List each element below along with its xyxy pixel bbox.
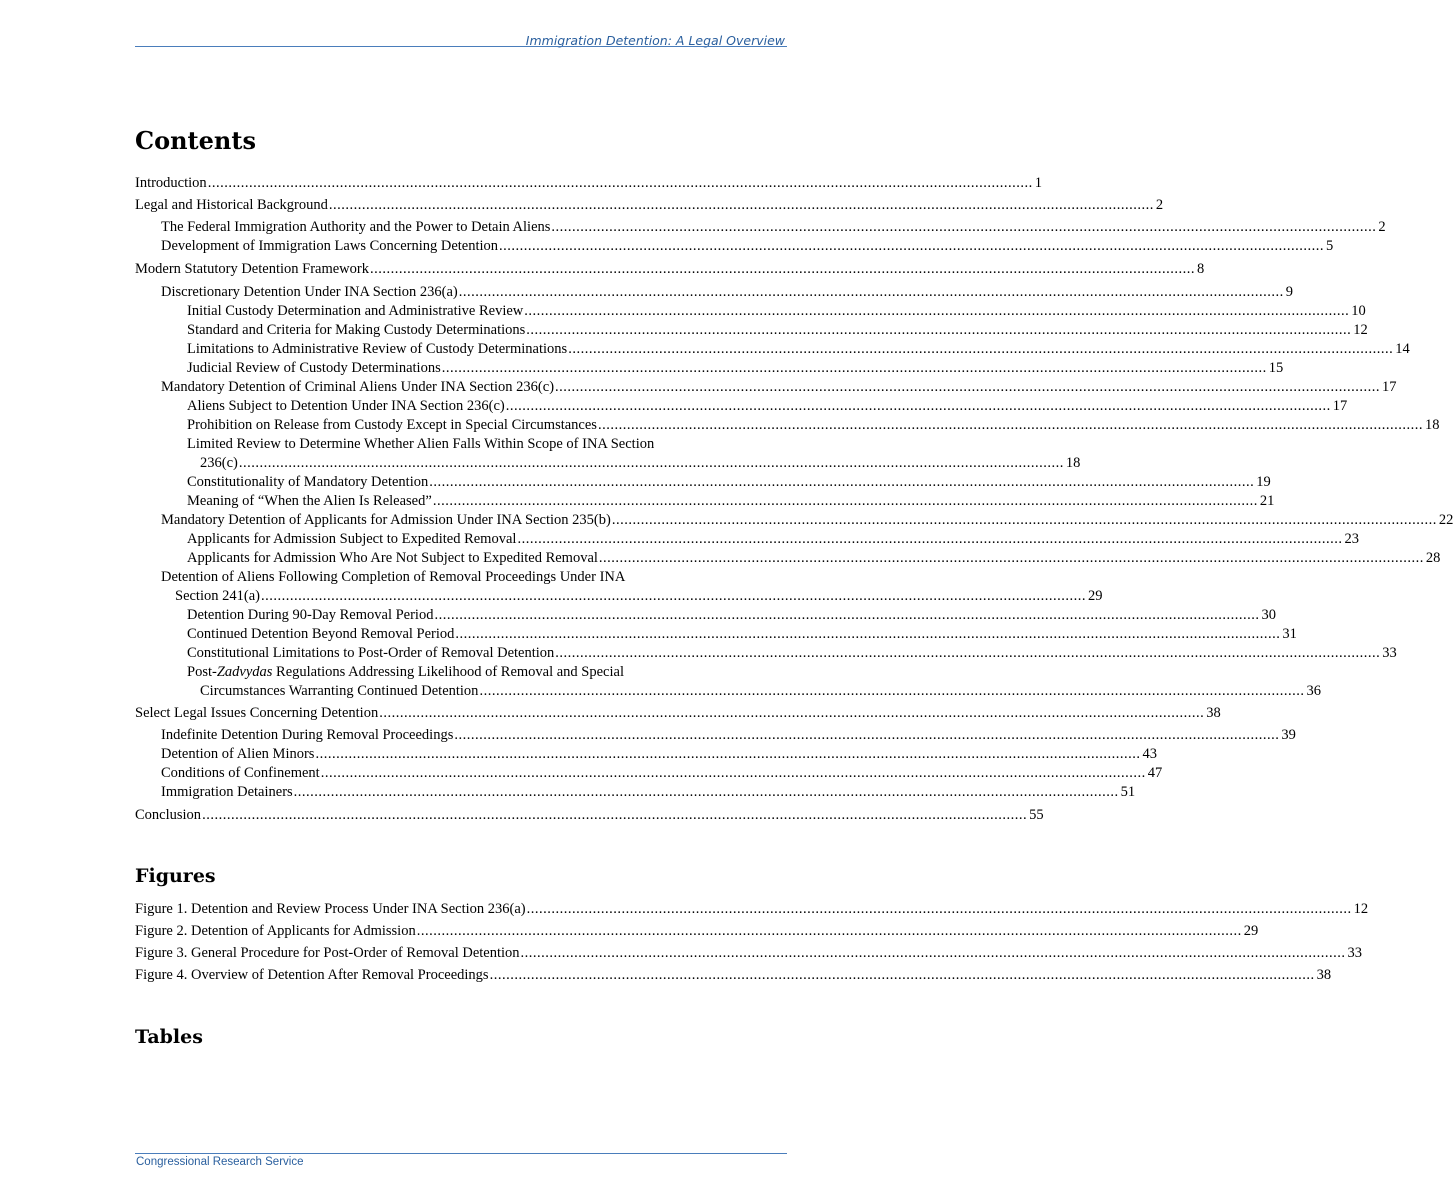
toc-entry-constitutional-limitations[interactable]: Constitutional Limitations to Post-Order of Removal Detention ........................................................................................................................................................................................................ 33 [187,645,1397,661]
toc-entry-constitutionality-mandatory-detention[interactable]: Constitutionality of Mandatory Detention ........................................................................................................................................................................................................ 19 [187,474,1271,490]
toc-entry-limited-review-line1[interactable]: Limited Review to Determine Whether Alien Falls Within Scope of INA Section [187,436,655,452]
toc-entry-conditions-of-confinement[interactable]: Conditions of Confinement ........................................................................................................................................................................................................ 47 [161,765,1163,781]
toc-entry-indefinite-detention[interactable]: Indefinite Detention During Removal Proceedings ........................................................................................................................................................................................................ 39 [161,727,1296,743]
footer-publisher: Congressional Research Service [136,1156,304,1168]
toc-entry-introduction[interactable]: Introduction ........................................................................................................................................................................................................ 1 [135,175,1042,191]
running-header-title: Immigration Detention: A Legal Overview [525,33,785,48]
toc-entry-post-zadvydas[interactable]: Circumstances Warranting Continued Detention ........................................................................................................................................................................................................ 36 [200,683,1321,699]
toc-entry-detention-following-removal-line1[interactable]: Detention of Aliens Following Completion of Removal Proceedings Under INA [161,569,626,585]
figure-entry-3[interactable]: Figure 3. General Procedure for Post-Order of Removal Detention ........................................................................................................................................................................................................ 33 [135,945,1363,961]
toc-entry-select-legal-issues[interactable]: Select Legal Issues Concerning Detention ........................................................................................................................................................................................................ 38 [135,705,1221,721]
toc-entry-90-day-removal-period[interactable]: Detention During 90-Day Removal Period ........................................................................................................................................................................................................ 30 [187,607,1276,623]
footer-rule [135,1153,787,1154]
toc-entry-judicial-review[interactable]: Judicial Review of Custody Determinations ........................................................................................................................................................................................................ 15 [187,360,1284,376]
toc-entry-limited-review[interactable]: 236(c) ........................................................................................................................................................................................................ 18 [200,455,1081,471]
toc-entry-aliens-subject-to-detention[interactable]: Aliens Subject to Detention Under INA Section 236(c) ........................................................................................................................................................................................................ 17 [187,398,1348,414]
toc-entry-standard-and-criteria[interactable]: Standard and Criteria for Making Custody Determinations ........................................................................................................................................................................................................ 12 [187,322,1368,338]
toc-entry-federal-immigration-authority[interactable]: The Federal Immigration Authority and the Power to Detain Aliens ........................................................................................................................................................................................................ 2 [161,219,1386,235]
toc-entry-mandatory-detention-applicants[interactable]: Mandatory Detention of Applicants for Admission Under INA Section 235(b) ........................................................................................................................................................................................................ 22 [161,512,1453,528]
figure-entry-1[interactable]: Figure 1. Detention and Review Process Under INA Section 236(a) ........................................................................................................................................................................................................ 12 [135,901,1369,917]
toc-entry-detention-following-removal[interactable]: Section 241(a) ........................................................................................................................................................................................................ 29 [175,588,1103,604]
tables-heading: Tables [135,1026,203,1048]
figure-entry-2[interactable]: Figure 2. Detention of Applicants for Admission ........................................................................................................................................................................................................ 29 [135,923,1259,939]
toc-entry-immigration-detainers[interactable]: Immigration Detainers ........................................................................................................................................................................................................ 51 [161,784,1136,800]
toc-entry-applicants-not-expedited[interactable]: Applicants for Admission Who Are Not Subject to Expedited Removal ........................................................................................................................................................................................................ 28 [187,550,1441,566]
toc-entry-conclusion[interactable]: Conclusion ........................................................................................................................................................................................................ 55 [135,807,1044,823]
toc-entry-modern-statutory-framework[interactable]: Modern Statutory Detention Framework ........................................................................................................................................................................................................ 8 [135,261,1205,277]
toc-entry-mandatory-detention-criminal-aliens[interactable]: Mandatory Detention of Criminal Aliens Under INA Section 236(c) ........................................................................................................................................................................................................ 17 [161,379,1397,395]
toc-entry-prohibition-on-release[interactable]: Prohibition on Release from Custody Except in Special Circumstances ........................................................................................................................................................................................................ 18 [187,417,1440,433]
toc-entry-development-of-immigration-laws[interactable]: Development of Immigration Laws Concerning Detention ........................................................................................................................................................................................................ 5 [161,238,1334,254]
toc-entry-applicants-expedited-removal[interactable]: Applicants for Admission Subject to Expedited Removal ........................................................................................................................................................................................................ 23 [187,531,1359,547]
toc-entry-when-alien-is-released[interactable]: Meaning of “When the Alien Is Released” ........................................................................................................................................................................................................ 21 [187,493,1275,509]
figure-entry-4[interactable]: Figure 4. Overview of Detention After Removal Proceedings ........................................................................................................................................................................................................ 38 [135,967,1332,983]
toc-entry-initial-custody-determination[interactable]: Initial Custody Determination and Administrative Review ........................................................................................................................................................................................................ 10 [187,303,1366,319]
toc-entry-continued-detention[interactable]: Continued Detention Beyond Removal Period ........................................................................................................................................................................................................ 31 [187,626,1297,642]
toc-entry-limitations-administrative-review[interactable]: Limitations to Administrative Review of Custody Determinations ........................................................................................................................................................................................................ 14 [187,341,1410,357]
toc-entry-legal-historical-background[interactable]: Legal and Historical Background ........................................................................................................................................................................................................ 2 [135,197,1164,213]
figures-heading: Figures [135,865,216,887]
toc-entry-alien-minors[interactable]: Detention of Alien Minors ........................................................................................................................................................................................................ 43 [161,746,1157,762]
toc-entry-post-zadvydas-line1[interactable]: Post-Zadvydas Regulations Addressing Likelihood of Removal and Special [187,664,624,680]
toc-entry-discretionary-detention[interactable]: Discretionary Detention Under INA Section 236(a) ........................................................................................................................................................................................................ 9 [161,284,1294,300]
contents-heading: Contents [135,126,256,155]
